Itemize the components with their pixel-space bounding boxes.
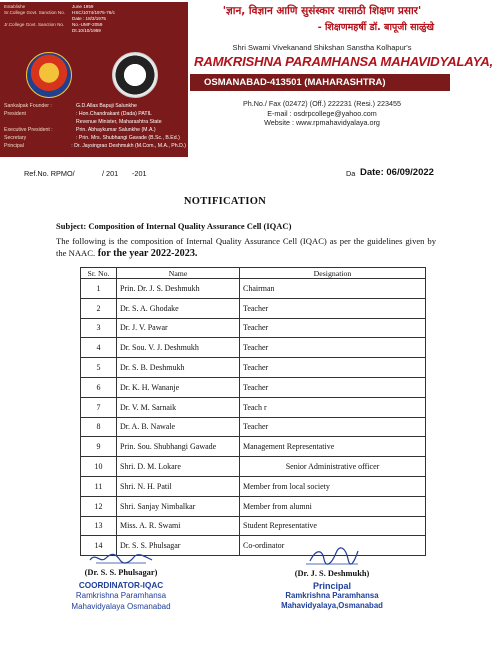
paragraph-year: for the year 2022-2023. — [95, 248, 198, 259]
table-row — [81, 496, 426, 516]
header-sr-no: Sr. No. — [81, 268, 117, 279]
cell-designation: Teach r — [240, 397, 426, 417]
table-row — [81, 476, 426, 496]
principal-signature-icon — [302, 545, 362, 567]
cell-sr-no: 14 — [81, 536, 117, 556]
coordinator-signature-icon — [86, 550, 156, 566]
header-name: Name — [117, 268, 240, 279]
management-value: : Hon.Chandrakant (Dada) PATIL — [76, 111, 152, 117]
sanction-info-value: No.-UMF-2059 — [72, 22, 103, 27]
cell-sr-no: 5 — [81, 358, 117, 378]
cell-sr-no: 4 — [81, 338, 117, 358]
college-name: RAMKRISHNA PARAMHANSA MAHAVIDYALAYA, — [194, 54, 493, 69]
college-emblem-icon — [112, 52, 158, 98]
reference-line — [24, 168, 434, 180]
letterhead-right — [194, 4, 493, 164]
coordinator-college-line2: Mahavidyalaya Osmanabad — [71, 602, 171, 611]
phone: Ph.No./ Fax (02472) (Off.) 222231 (Resi.) 223455 — [242, 99, 402, 108]
sanction-info-value: Date : 18/3/1975 — [72, 16, 106, 21]
cell-name: Shri. D. M. Lokare — [117, 457, 240, 477]
principal-name: (Dr. J. S. Deshmukh) — [294, 569, 370, 578]
cell-name: Dr. K. H. Wananje — [117, 377, 240, 397]
contact-info — [194, 99, 450, 128]
society-name: Shri Swami Vivekanand Shikshan Sanstha Kolhapur's — [232, 43, 412, 52]
table-row — [81, 417, 426, 437]
cell-designation: Teacher — [240, 298, 426, 318]
management-value: Revenue Minister, Maharashtra State — [76, 119, 162, 125]
cell-name: Prin. Sou. Shubhangi Gawade — [117, 437, 240, 457]
cell-designation: Teacher — [240, 358, 426, 378]
cell-sr-no: 7 — [81, 397, 117, 417]
table-row — [81, 279, 426, 299]
cell-name: Miss. A. R. Swami — [117, 516, 240, 536]
coordinator-name: (Dr. S. S. Phulsagar) — [84, 568, 158, 577]
cell-sr-no: 10 — [81, 457, 117, 477]
iqac-composition-table — [80, 267, 426, 556]
sanction-info-value: Dt.10/10/1959 — [72, 28, 101, 33]
notice-subject: Subject: Composition of Internal Quality Assurance Cell (IQAC) — [56, 221, 292, 231]
cell-name: Dr. Sou. V. J. Deshmukh — [117, 338, 240, 358]
logos — [12, 52, 172, 104]
management-value: G.D.Allas Bapuji Salunkhe — [76, 103, 137, 109]
cell-name: Dr. A. B. Nawale — [117, 417, 240, 437]
management-row — [4, 110, 186, 118]
coordinator-title: COORDINATOR-IQAC — [78, 581, 164, 590]
sanction-info-label: Establishe — [4, 4, 26, 9]
coordinator-signature-block — [56, 550, 186, 612]
table-row — [81, 377, 426, 397]
table-header-row — [81, 268, 426, 279]
cell-designation: Teacher — [240, 417, 426, 437]
sanction-info-label — [4, 28, 72, 34]
principal-college-line2: Mahavidyalaya,Osmanabad — [281, 601, 383, 610]
principal-college-line1: Ramkrishna Paramhansa — [285, 591, 379, 600]
management-label: President — [4, 111, 26, 117]
cell-sr-no: 2 — [81, 298, 117, 318]
cell-sr-no: 12 — [81, 496, 117, 516]
notice-title: NOTIFICATION — [183, 196, 267, 207]
cell-name: Dr. J. V. Pawar — [117, 318, 240, 338]
sanction-info-label: Jr.College Govt. Sanction No. — [4, 22, 65, 27]
management-value: Prin. Abhaykumar Salunkhe (M.A.) — [76, 127, 156, 133]
management-row — [4, 142, 186, 150]
paragraph-text: The following is the composition of Internal Quality Assurance Cell (IQAC) as per the guidelines given by the NAAC. — [56, 236, 436, 258]
cell-name: Shri. N. H. Patil — [117, 476, 240, 496]
management-label: Principal — [4, 143, 24, 149]
cell-designation: Teacher — [240, 338, 426, 358]
cell-name: Shri. Sanjay Nimbalkar — [117, 496, 240, 516]
society-emblem-icon — [26, 52, 72, 98]
management-row — [4, 134, 186, 142]
management-row — [4, 102, 186, 110]
cell-name: Prin. Dr. J. S. Deshmukh — [117, 279, 240, 299]
cell-name: Dr. S. B. Deshmukh — [117, 358, 240, 378]
sanction-info-value: June 1959 — [72, 4, 94, 9]
cell-designation: Management Representative — [240, 437, 426, 457]
notice-paragraph — [56, 235, 436, 260]
motto-attribution: - शिक्षणमहर्षी डॉ. बापूजी साळुंखे — [317, 22, 434, 33]
date-value: Date: 06/09/2022 — [360, 167, 434, 178]
table-row — [81, 437, 426, 457]
college-address: OSMANABAD-413501 (MAHARASHTRA) — [190, 74, 450, 91]
ref-number: Ref.No. RPMO/ — [24, 169, 75, 178]
cell-designation: Teacher — [240, 377, 426, 397]
cell-designation: Member from local society — [240, 476, 426, 496]
principal-signature-block — [262, 545, 402, 611]
table-row — [81, 457, 426, 477]
table-row — [81, 318, 426, 338]
cell-sr-no: 8 — [81, 417, 117, 437]
management-row — [4, 118, 186, 126]
management-row — [4, 126, 186, 134]
sanction-info-value: HSC/1074/1975-76/c — [72, 10, 115, 15]
cell-sr-no: 13 — [81, 516, 117, 536]
sanction-info-row — [4, 28, 186, 34]
table-row — [81, 358, 426, 378]
cell-name: Dr. S. A. Ghodake — [117, 298, 240, 318]
email: E-mail : osdrpcollege@yahoo.com — [267, 108, 377, 118]
cell-name: Dr. V. M. Sarnaik — [117, 397, 240, 417]
date-label: Da — [346, 169, 356, 178]
management-label — [4, 118, 76, 126]
website: Website : www.rpmahavidyalaya.org — [264, 118, 380, 127]
management-value: : Dr. Jaysingrao Deshmukh (M.Com., M.A., Ph.D.) — [71, 143, 186, 149]
ref-year-start: / 201 — [102, 169, 119, 178]
management-label: Sankalpak Founder : — [4, 103, 52, 109]
college-sanction-info — [4, 4, 186, 34]
table-row — [81, 397, 426, 417]
management-label: Secretary — [4, 135, 27, 141]
letterhead-left-panel — [0, 2, 188, 157]
cell-sr-no: 1 — [81, 279, 117, 299]
cell-name: Dr. S. S. Phulsagar — [117, 536, 240, 556]
table-row — [81, 338, 426, 358]
cell-designation: Teacher — [240, 318, 426, 338]
cell-sr-no: 6 — [81, 377, 117, 397]
cell-sr-no: 3 — [81, 318, 117, 338]
cell-sr-no: 9 — [81, 437, 117, 457]
cell-sr-no: 11 — [81, 476, 117, 496]
cell-designation: Student Representative — [240, 516, 426, 536]
management-list — [4, 102, 186, 150]
table-row — [81, 298, 426, 318]
management-label: Executive President : — [4, 127, 53, 133]
sanction-info-label: Sr.College Govt. Sanction No. — [4, 10, 66, 15]
table-row — [81, 516, 426, 536]
cell-designation: Co-ordinator — [240, 536, 426, 556]
coordinator-college-line1: Ramkrishna Paramhansa — [75, 591, 167, 600]
cell-designation: Senior Administrative officer — [240, 457, 426, 477]
motto: 'ज्ञान, विज्ञान आणि सुसंस्कार यासाठी शिक्षण प्रसार' — [222, 5, 422, 17]
management-value: : Prin. Mrs. Shubhangi Gavade (B.Sc., B.Ed.) — [76, 135, 180, 141]
ref-year-end: -201 — [132, 169, 147, 178]
cell-designation: Chairman — [240, 279, 426, 299]
cell-designation: Member from alumni — [240, 496, 426, 516]
principal-title: Principal — [312, 581, 351, 591]
header-designation: Designation — [240, 268, 426, 279]
